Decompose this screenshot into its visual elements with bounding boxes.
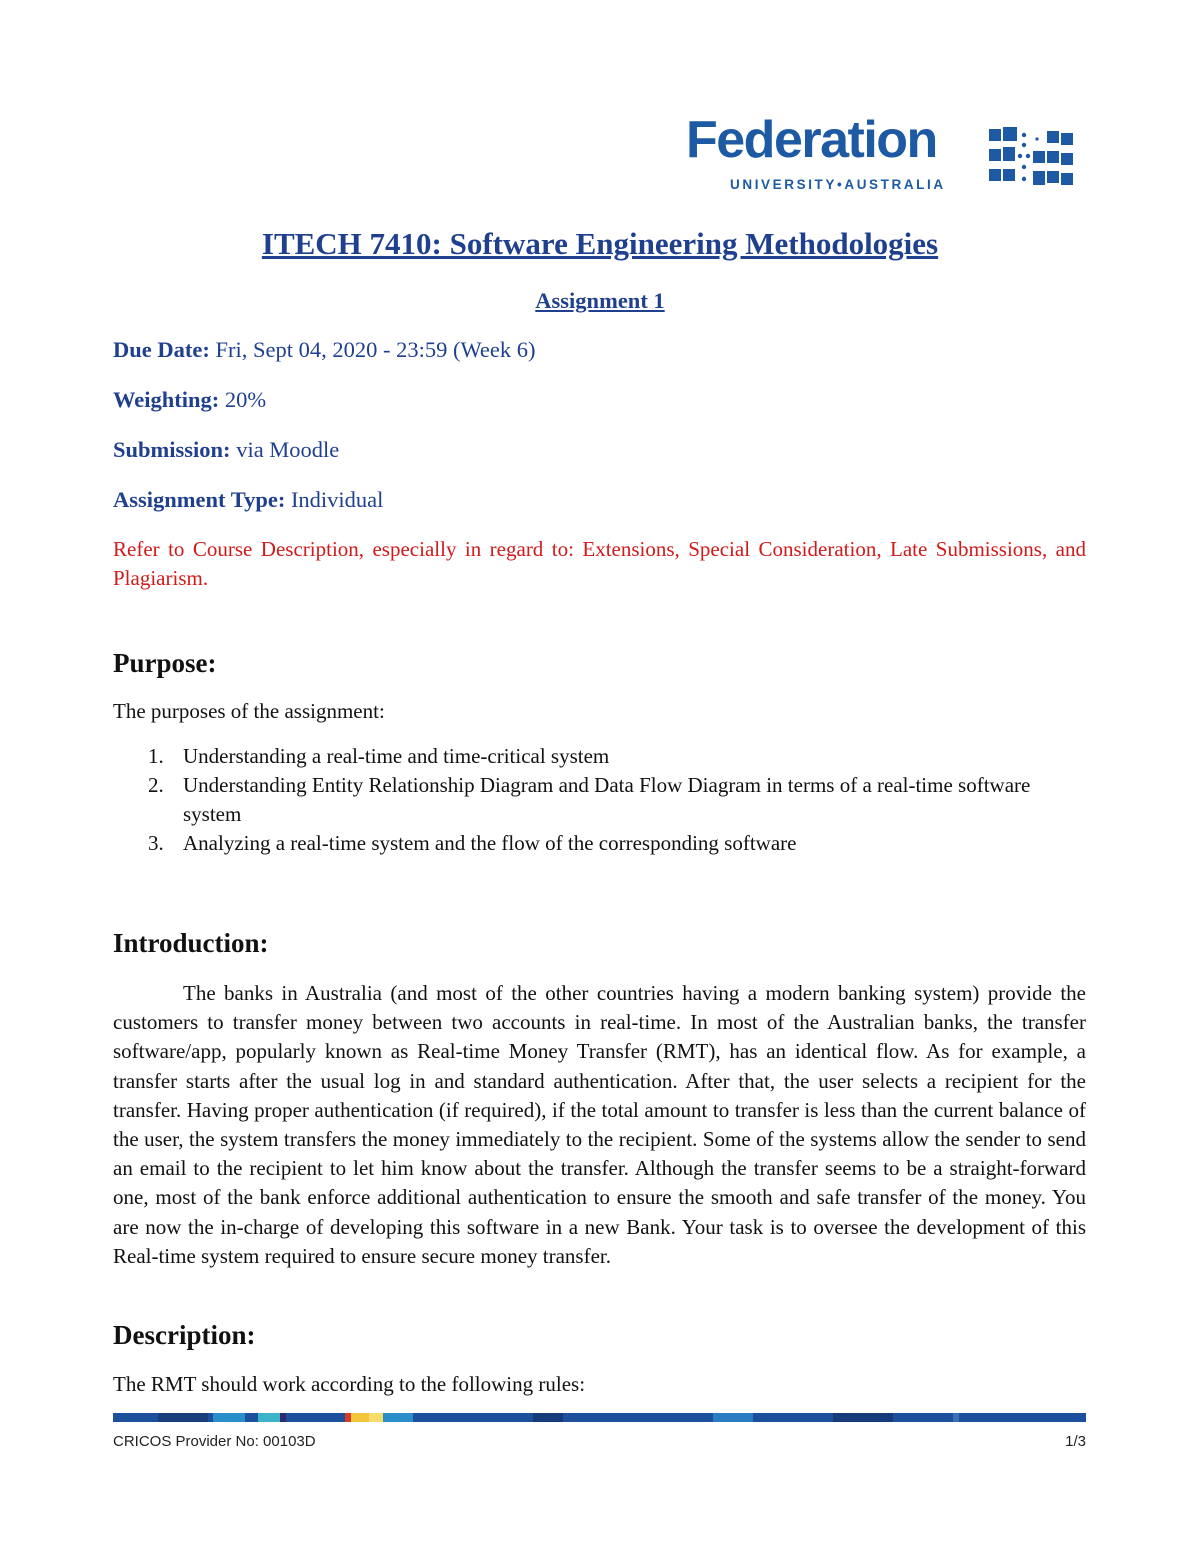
- list-text: Analyzing a real-time system and the flow of the corresponding software: [183, 831, 797, 855]
- weighting-label: Weighting:: [113, 387, 220, 412]
- footer-color-bar: [113, 1413, 1086, 1422]
- footer-cricos: CRICOS Provider No: 00103D: [113, 1433, 316, 1450]
- introduction-body: The banks in Australia (and most of the other countries having a modern banking system) provide the customers to transfer money between two accounts in real-time. In most of the Australian banks, the transfer software/app, popularly known as Real-time Money Transfer (RMT), has an identical flow. As for example, a transfer starts after the usual log in and standard authentication. After that, the user selects a recipient for the transfer. Having proper authentication (if required), if the total amount to transfer is less than the current balance of the user, the system transfers the money immediately to the recipient. Some of the systems allow the sender to send an email to the recipient to let him know about the transfer. Although the transfer seems to be a straight-forward one, most of the bank enforce additional authentication to ensure the smooth and safe transfer of the money. You are now the in-charge of developing this software in a new Bank. Your task is to oversee the development of this Real-time system required to ensure secure money transfer.: [113, 981, 1086, 1268]
- footer-page-number: 1/3: [1065, 1433, 1086, 1450]
- list-number: 1.: [148, 744, 164, 768]
- submission-value: via Moodle: [230, 437, 340, 462]
- assignment-type-value: Individual: [285, 487, 384, 512]
- description-heading: Description:: [113, 1320, 256, 1350]
- list-item: [113, 829, 1086, 858]
- submission-label: Submission:: [113, 437, 231, 462]
- university-logo: [686, 111, 1076, 200]
- purpose-list: [113, 742, 1086, 858]
- logo-subtitle: UNIVERSITY•AUSTRALIA: [730, 177, 946, 192]
- due-date-row: [113, 337, 536, 363]
- introduction-heading: Introduction:: [113, 928, 269, 958]
- due-date-value: Fri, Sept 04, 2020 - 23:59 (Week 6): [209, 337, 536, 362]
- list-item: [113, 771, 1086, 829]
- description-intro: The RMT should work according to the following rules:: [113, 1372, 586, 1396]
- list-text: Understanding a real-time and time-critical system: [183, 744, 610, 768]
- list-number: 3.: [148, 831, 164, 855]
- list-text: Understanding Entity Relationship Diagram and Data Flow Diagram in terms of a real-time software system: [183, 773, 1031, 826]
- submission-row: [113, 437, 339, 463]
- assignment-type-label: Assignment Type:: [113, 487, 286, 512]
- purpose-intro: The purposes of the assignment:: [113, 699, 385, 723]
- list-number: 2.: [148, 773, 164, 797]
- policy-notice: Refer to Course Description, especially in regard to: Extensions, Special Consideration, Late Submissions, and Plagiarism.: [113, 537, 1086, 590]
- logo-wordmark: Federation: [686, 111, 937, 169]
- assignment-subtitle: Assignment 1: [535, 288, 665, 313]
- page-title: ITECH 7410: Software Engineering Methodologies: [261, 226, 939, 261]
- weighting-value: 20%: [219, 387, 267, 412]
- flag-icon: [989, 127, 1073, 191]
- purpose-heading: Purpose:: [113, 648, 217, 678]
- list-item: [113, 742, 1086, 771]
- assignment-type-row: [113, 487, 383, 513]
- weighting-row: [113, 387, 266, 413]
- due-date-label: Due Date:: [113, 337, 210, 362]
